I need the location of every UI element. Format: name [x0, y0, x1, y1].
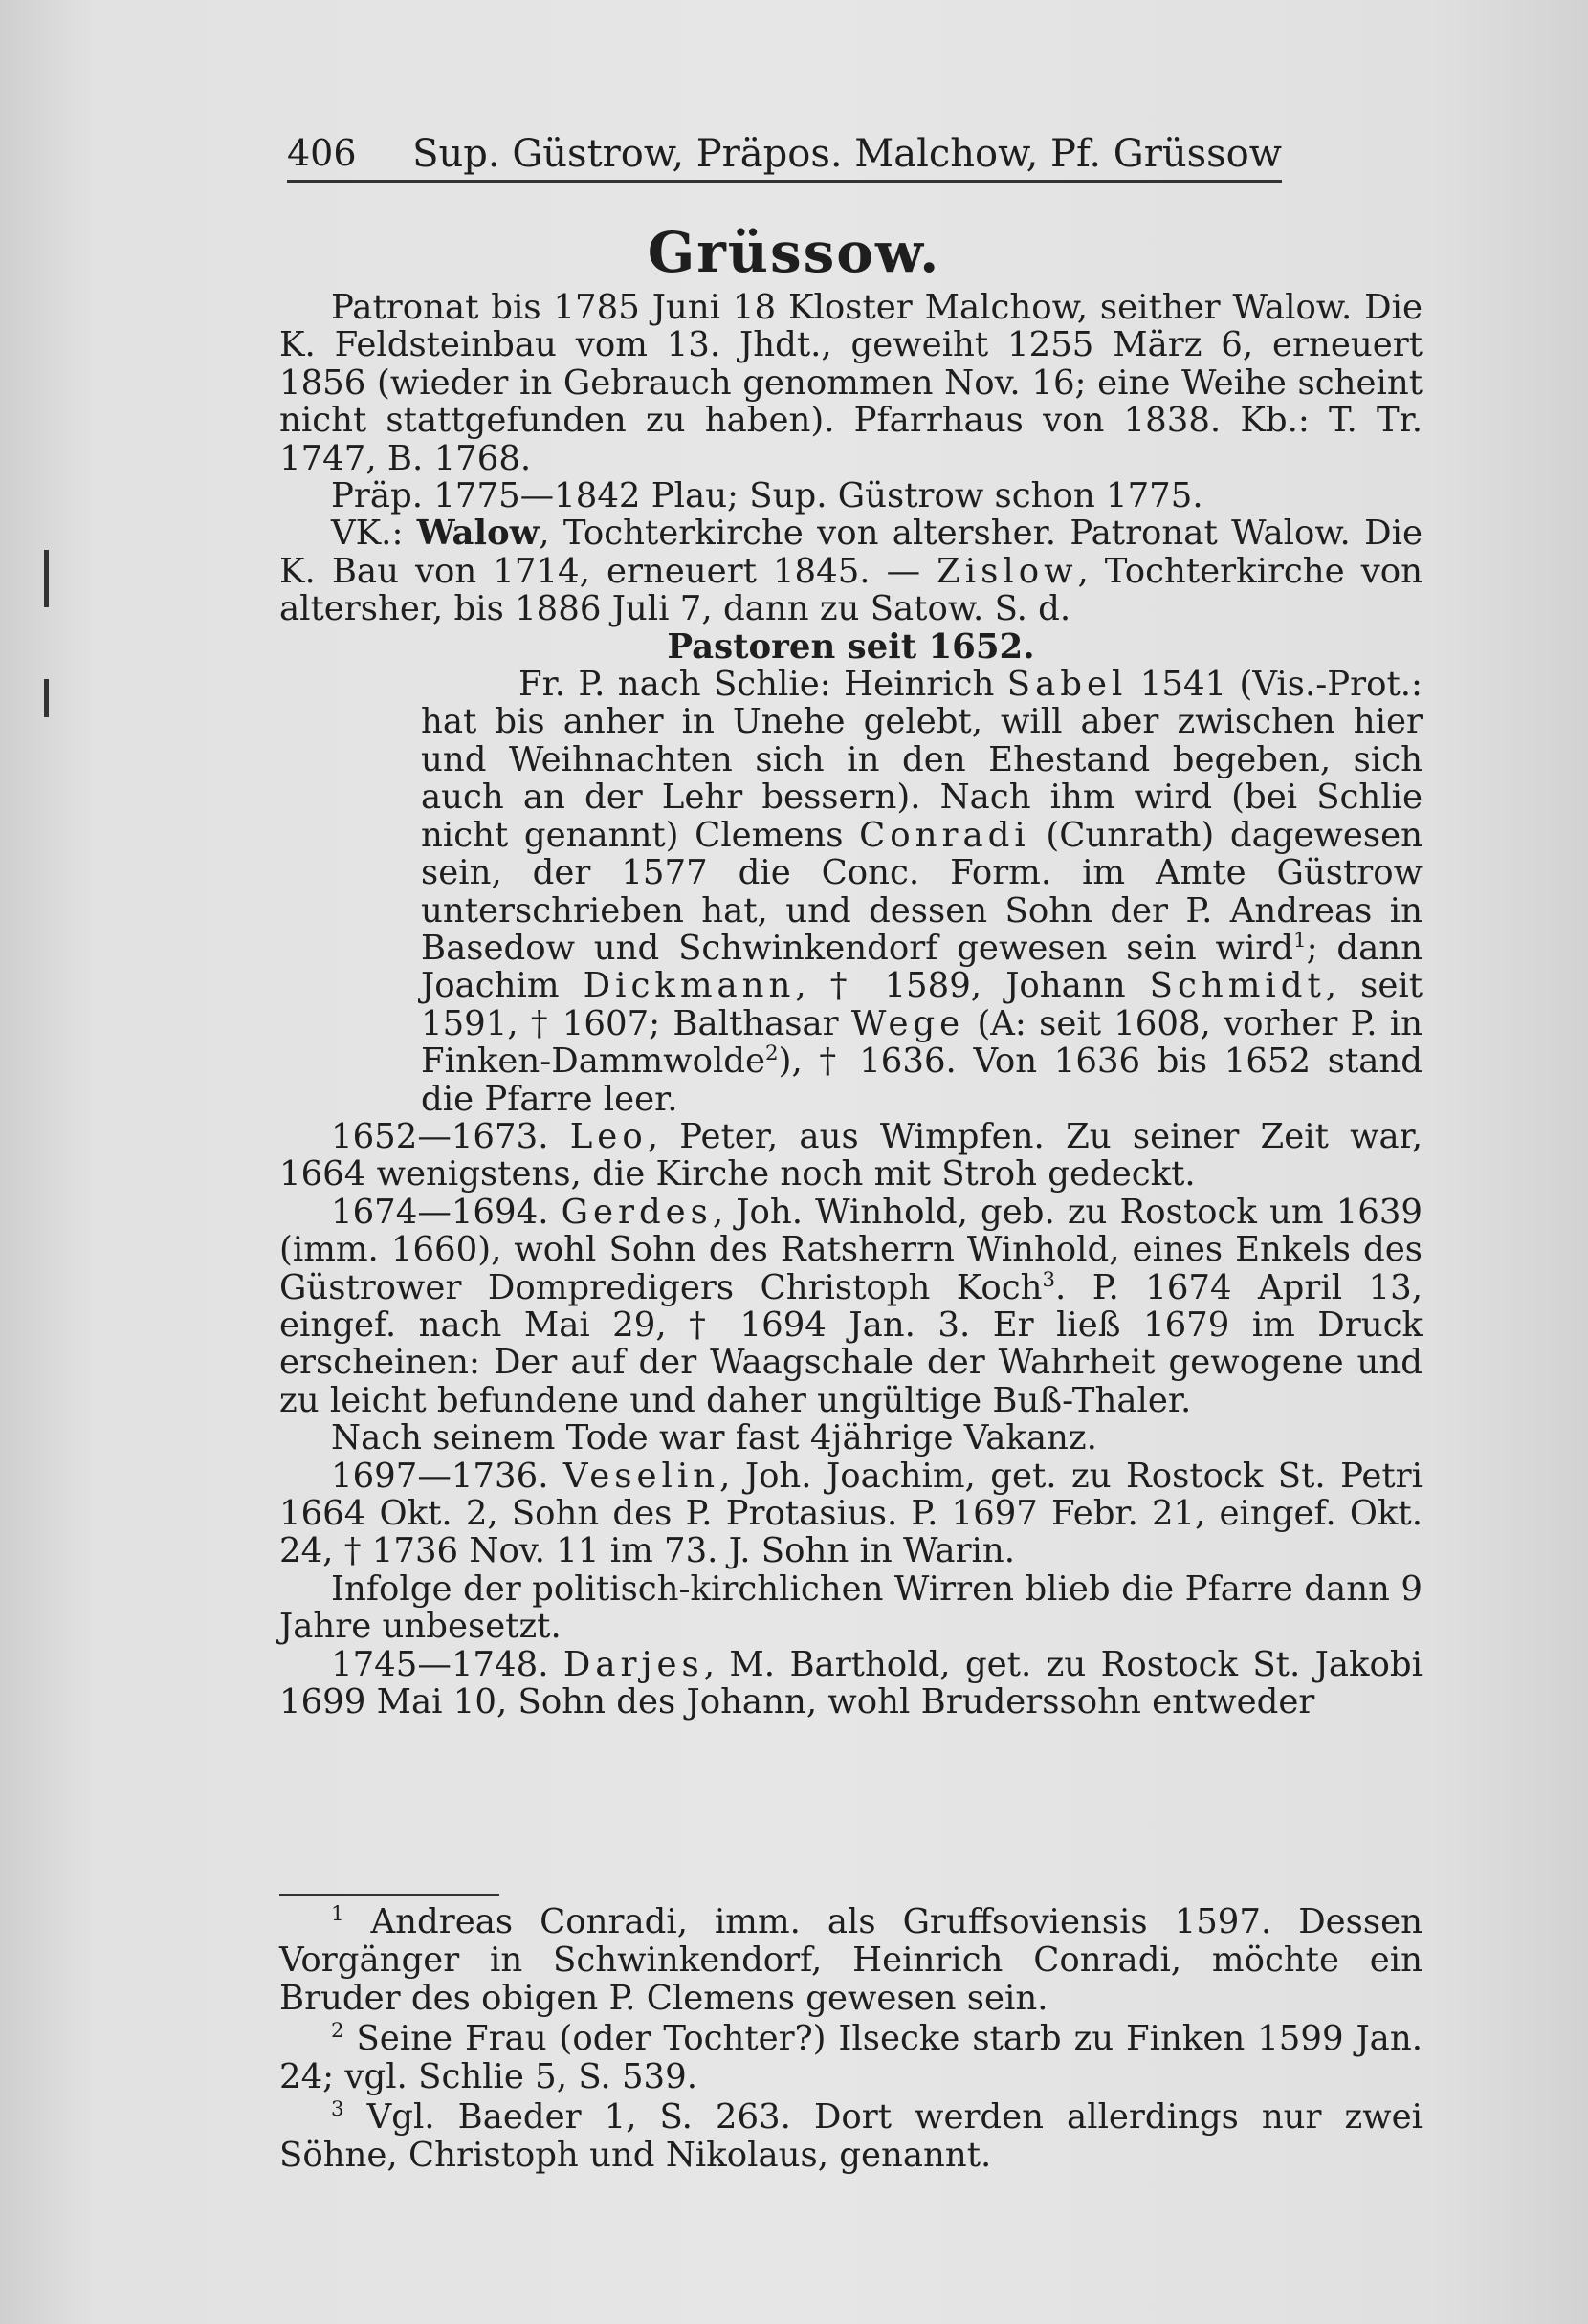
- entry-years: 1674—1694.: [331, 1192, 562, 1232]
- vk-text-a: , Tochterkirche von altersher. Patronat Walow. Die K. Bau von 1714, erneuert 1845. —: [279, 514, 1423, 591]
- entry-text: , Peter, aus Wimpfen. Zu seiner Zeit war, 1664 wenigstens, die Kirche noch mit Stroh gedeckt.: [279, 1116, 1423, 1195]
- paragraph-vk: [279, 515, 1423, 627]
- early-text: , seit 1591, † 1607; Balthasar: [421, 966, 1423, 1043]
- entry-years: 1697—1736.: [331, 1456, 563, 1496]
- pastor-name: Dickmann: [583, 966, 796, 1006]
- footnotes: [279, 1894, 1423, 2177]
- page-number: 406: [287, 132, 357, 174]
- paragraph-vakanz: Nach seinem Tode war fast 4jährige Vakanz.: [331, 1418, 1097, 1458]
- entry-years: 1745—1748.: [331, 1644, 563, 1684]
- page-header: [287, 132, 1282, 183]
- early-text: (A: seit 1608, vorher P. in Finken-Dammwolde: [421, 1003, 1423, 1082]
- place-walow: Walow: [416, 514, 540, 554]
- running-head: Sup. Güstrow, Präpos. Malchow, Pf. Grüssow: [412, 132, 1282, 176]
- early-text: ; dann Joachim: [421, 928, 1423, 1006]
- footnote-1: [279, 1903, 1423, 2018]
- footnote-ref: 3: [1042, 1267, 1056, 1292]
- early-text: Fr. P. nach Schlie: Heinrich: [518, 665, 1007, 705]
- entry-text: , M. Barthold, get. zu Rostock St. Jakobi 1699 Mai 10, Sohn des Johann, wohl Bruderssohn entweder: [279, 1644, 1423, 1722]
- pastor-name: Sabel: [1006, 665, 1128, 705]
- footnote-text: Seine Frau (oder Tochter?) Ilsecke starb zu Finken 1599 Jan. 24; vgl. Schlie 5, S. 539.: [279, 2019, 1423, 2096]
- entry-darjes: [279, 1646, 1423, 1721]
- margin-mark: [44, 550, 49, 607]
- entry-text: , Joh. Joachim, get. zu Rostock St. Petri 1664 Okt. 2, Sohn des P. Protasius. P. 1697 Febr. 21, eingef. Okt. 24, † 1736 Nov. 11 im 73. J. Sohn in Warin.: [279, 1456, 1423, 1571]
- early-text: ), † 1636. Von 1636 bis 1652 stand die Pfarre leer.: [421, 1041, 1423, 1119]
- place-zislow: Zislow: [937, 551, 1078, 591]
- entry-gerdes: [279, 1194, 1423, 1419]
- paragraph-patronat: Patronat bis 1785 Juni 18 Kloster Malchow, seither Walow. Die K. Feldsteinbau vom 13. Jhdt., geweiht 1255 März 6, erneuert 1856 (wieder in Gebrauch genommen Nov. 16; eine Weihe scheint nicht stattgefunden zu haben). Pfarrhaus von 1838. Kb.: T. Tr. 1747, B. 1768.: [279, 288, 1423, 478]
- paragraph-praepositur: Präp. 1775—1842 Plau; Sup. Güstrow schon 1775.: [331, 476, 1203, 516]
- entry-text: . P. 1674 April 13, eingef. nach Mai 29, † 1694 Jan. 3. Er ließ 1679 im Druck erscheinen: Der auf der Waagschale der Wahrheit gewogene und zu leicht befundene und daher ungültige Buß-Thaler.: [279, 1267, 1423, 1420]
- footnote-ref: 2: [765, 1041, 779, 1066]
- pastor-name: Leo: [569, 1116, 648, 1156]
- entry-leo: [279, 1118, 1423, 1194]
- footnote-mark: 1: [331, 1902, 344, 1927]
- pastor-name: Veselin: [562, 1456, 720, 1496]
- main-text: [279, 289, 1423, 1721]
- pastor-name: Gerdes: [561, 1192, 713, 1232]
- pastor-name: Wege: [850, 1003, 965, 1043]
- footnote-text: Vgl. Baeder 1, S. 263. Dort werden allerdings nur zwei Söhne, Christoph und Nikolaus, genannt.: [279, 2097, 1423, 2175]
- footnote-mark: 2: [331, 2019, 344, 2044]
- early-text: (Cunrath) dagewesen sein, der 1577 die Conc. Form. im Amte Güstrow unterschrieben hat, und dessen Sohn der P. Andreas in Basedow und Schwinkendorf gewesen sein wird: [421, 815, 1423, 968]
- early-text: 1541 (Vis.-Prot.: hat bis anher in Unehe gelebt, will aber zwischen hier und Weihnachten sich in den Ehestand begeben, sich auch an der Lehr bessern). Nach ihm wird (bei Schlie nicht genannt) Clemens: [421, 665, 1423, 855]
- paragraph-wirren: Infolge der politisch-kirchlichen Wirren blieb die Pfarre dann 9 Jahre unbesetzt.: [279, 1568, 1423, 1647]
- footnote-divider: [279, 1894, 499, 1896]
- footnote-mark: 3: [331, 2097, 344, 2122]
- footnote-3: [279, 2098, 1423, 2175]
- pastor-name: Schmidt: [1149, 966, 1326, 1006]
- footnote-text: Andreas Conradi, imm. als Gruffsoviensis 1597. Dessen Vorgänger in Schwinkendorf, Heinrich Conradi, möchte ein Bruder des obigen P. Clemens gewesen sein.: [279, 1902, 1423, 2018]
- page-title: Grüssow.: [647, 220, 941, 285]
- early-text: , † 1589, Johann: [795, 966, 1150, 1006]
- section-heading: Pastoren seit 1652.: [667, 626, 1035, 667]
- entry-years: 1652—1673.: [331, 1116, 570, 1156]
- entry-text: , Joh. Winhold, geb. zu Rostock um 1639 (imm. 1660), wohl Sohn des Ratsherrn Winhold, eines Enkels des Güstrower Dompredigers Christoph Koch: [279, 1192, 1423, 1307]
- footnote-2: [279, 2020, 1423, 2096]
- pastor-name: Conradi: [859, 815, 1030, 855]
- margin-mark: [44, 679, 49, 717]
- entry-veselin: [279, 1458, 1423, 1570]
- pastor-name: Darjes: [562, 1644, 704, 1684]
- paragraph-early-pastors: [279, 666, 1423, 1118]
- vk-prefix: VK.:: [331, 514, 417, 554]
- vk-text-b: , Tochterkirche von altersher, bis 1886 Juli 7, dann zu Satow. S. d.: [279, 551, 1423, 629]
- footnote-ref: 1: [1293, 929, 1307, 954]
